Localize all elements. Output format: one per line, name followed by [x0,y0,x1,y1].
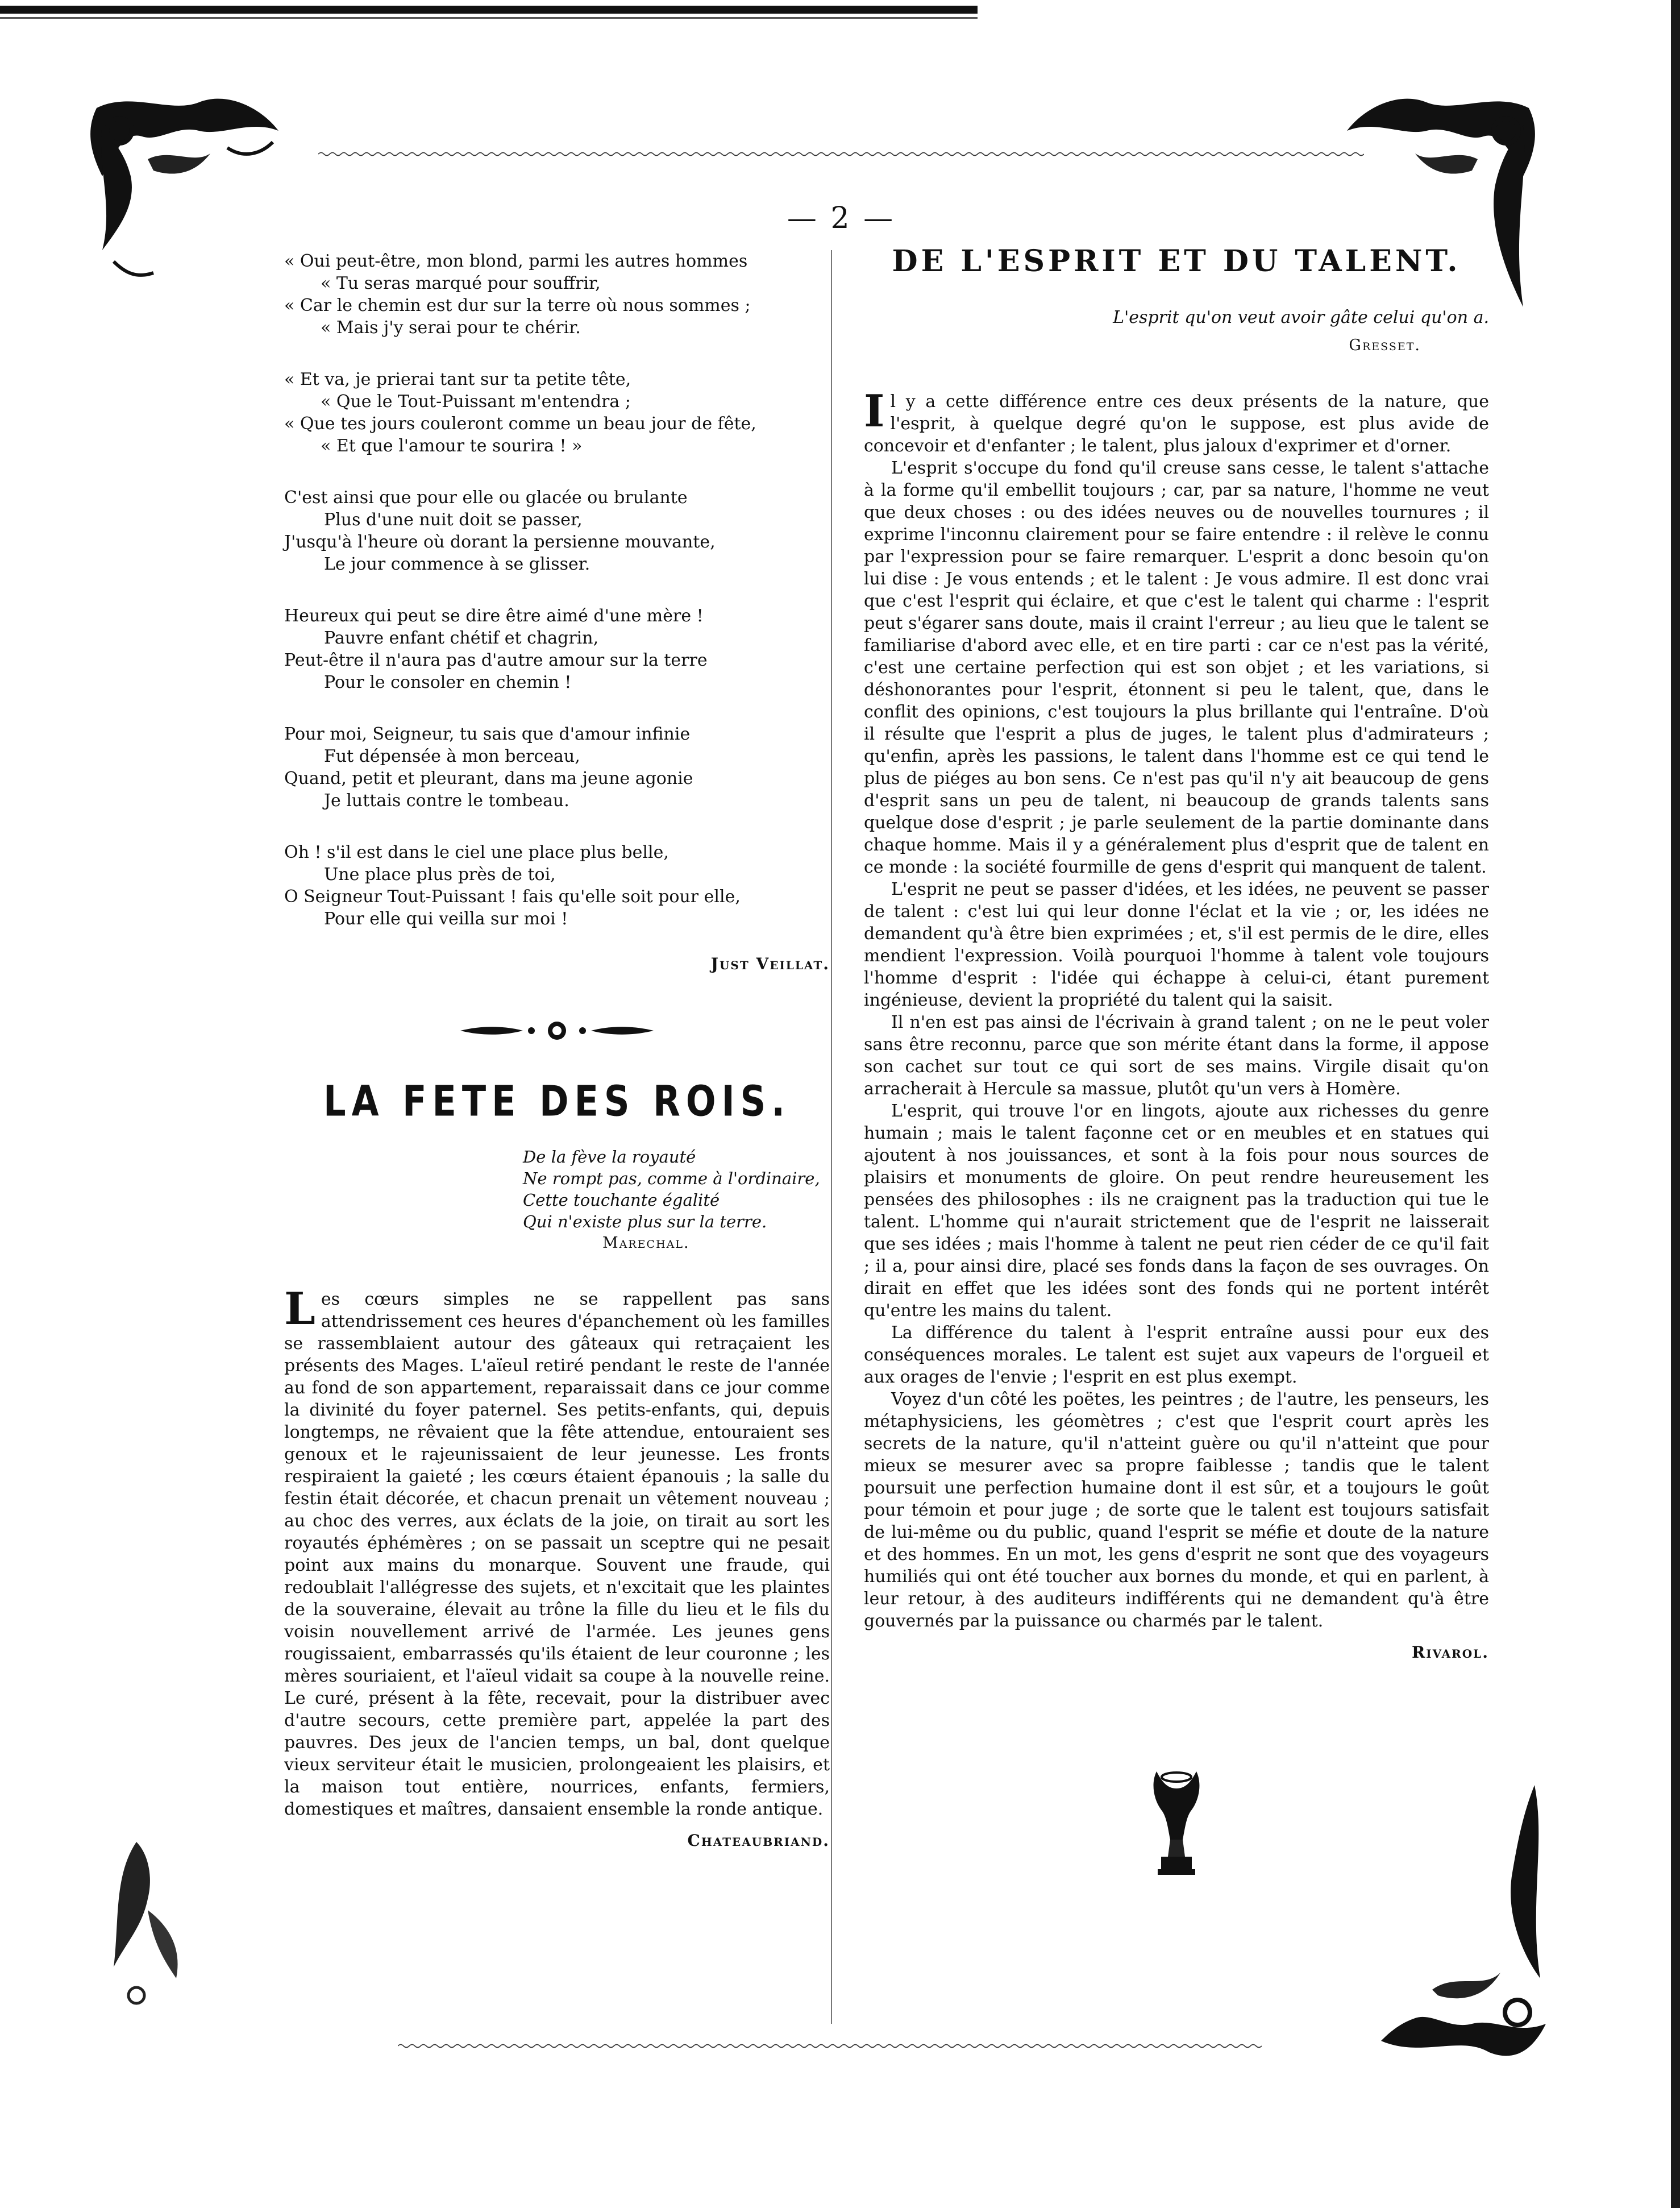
esprit-paragraph: La différence du talent à l'esprit entraîne aussi pour eux des conséquences morales. Le talent est sujet aux vapeurs de l'orgueil et aux orages de l'envie ; l'esprit en est plus exempt. [864,1323,1489,1387]
poem-line: O Seigneur Tout-Puissant ! fais qu'elle soit pour elle, [284,887,741,907]
poem-line: Pauvre enfant chétif et chagrin, [324,628,599,648]
left-column [284,250,830,1852]
article-title-fete: LA FETE DES ROIS. [323,1076,791,1126]
urn-vignette-icon [1145,1766,1208,1879]
fleuron-divider-icon [460,1019,654,1042]
dropcap: L [284,1283,315,1335]
poem-line: « Car le chemin est dur sur la terre où nous sommes ; [284,296,751,316]
esprit-epigraph: L'esprit qu'on veut avoir gâte celui qu'on a. [1113,308,1489,327]
esprit-paragraph: L'esprit s'occupe du fond qu'il creuse sans cesse, le talent s'attache à la forme qu'il embellit toujours ; car, par sa nature, l'homme ne veut que deux choses : ou des idées neuves ou de nouvelles tournures ; il exprime l'inconnu clairement pour se faire entendre : il relève le connu par l'expression pour se faire remarquer. L'esprit a donc besoin qu'on lui dise : Je vous entends ; et le talent : Je vous admire. Il est donc vrai que c'est l'esprit qui éclaire, et que c'est le talent qui charme : l'esprit peut s'égarer sans doute, mais il craint l'erreur ; au lieu que le talent se familiarise d'abord avec elle, et en tire parti : car ce n'est pas la vérité, c'est une certaine perfection qui est son objet ; et les variations, si déshonorantes pour l'esprit, étonnent si peu le talent, que, dans le conflit des opinions, c'est toujours la plus brillante qui l'entraîne. D'où il résulte que l'esprit a plus de juges, le talent plus d'admirateurs ; qu'enfin, après les passions, le talent dans l'homme est ce qui tend le plus de piéges au bon sens. Ce n'est pas qu'il n'y ait beaucoup de gens d'esprit sans un peu de talent, ni beaucoup de grands talents sans quelque dose d'esprit ; je parle seulement de la partie dominante dans chaque homme. Mais il y a généralement plus d'esprit que de talent en ce monde : la société fourmille de gens d'esprit qui manquent de talent. [864,458,1489,877]
poem-stanza-4 [284,605,830,694]
esprit-signature: Rivarol. [1412,1643,1489,1662]
fete-body [284,1283,830,1820]
fete-paragraph: es cœurs simples ne se rappellent pas sans attendrissement ces heures d'épanchement où les familles se rassemblaient autour des gâteaux qui retraçaient les présents des Mages. L'aïeul retiré pendant le reste de l'année au fond de son appartement, reparaissait dans ce jour comme la divinité du foyer paternel. Ses petits-enfants, qui, depuis longtemps, ne rêvaient que la fête attendue, entouraient ses genoux et le rajeunissaient de leur jeunesse. Les fronts respiraient la gaieté ; les cœurs étaient épanouis ; la salle du festin était décorée, et chacun prenait un vêtement nouveau ; au choc des verres, aux éclats de la joie, on tirait au sort les royautés éphémères ; on se passait un sceptre qui ne pesait point aux mains du monarque. Souvent une fraude, qui redoublait l'allégresse des sujets, et n'excitait que les plaintes de la souveraine, élevait au trône la fille du lieu et le fils du voisin nouvellement arrivé de l'armée. Les jeunes gens rougissaient, embarrassés qu'ils étaient de leur couronne ; les mères souriaient, et l'aïeul vidait sa coupe à la nouvelle reine. Le curé, présent à la fête, recevait, pour la distribuer avec d'autre secours, cette première part, appelée la part des pauvres. Des jeux de l'ancien temps, un bal, dont quelque vieux serviteur était le musicien, prolongeaient les plaisirs, et la maison tout entière, nourrices, enfants, fermiers, domestiques et maîtres, dansaient ensemble la ronde antique. [284,1289,830,1819]
poem-line: Pour le consoler en chemin ! [324,673,572,692]
column-divider [831,250,832,2024]
poem-line: « Mais j'y serai pour te chérir. [321,318,581,338]
corner-ornament-bottom-left-icon [102,1831,199,2024]
epigraph-author: Marechal. [602,1234,690,1252]
poem-stanza-2 [284,368,830,457]
epigraph-line: Cette touchante égalité [523,1190,720,1210]
poem-line: Peut-être il n'aura pas d'autre amour sur la terre [284,650,708,670]
poem-line: J'usqu'à l'heure où dorant la persienne mouvante, [284,532,716,552]
poem-line: Plus d'une nuit doit se passer, [324,510,583,530]
bottom-border-rule [398,2043,1262,2049]
poem-line: Une place plus près de toi, [324,865,556,885]
poem-line: Pour elle qui veilla sur moi ! [324,909,568,929]
fete-signature: Chateaubriand. [687,1831,830,1850]
epigraph-line: Qui n'existe plus sur la terre. [523,1212,767,1231]
poem-line: « Tu seras marqué pour souffrir, [321,273,601,293]
esprit-epigraph-author: Gresset. [1349,337,1421,354]
epigraph-line: Ne rompt pas, comme à l'ordinaire, [523,1169,820,1188]
poem [284,250,830,975]
esprit-paragraph: Il n'en est pas ainsi de l'écrivain à grand talent ; on ne le peut voler sans être reconnu, parce que son mérite étant dans la forme, il appose son cachet sur tout ce qui sort de ses mains. Virgile disait qu'on arracherait à Hercule sa massue, plutôt qu'un vers à Homère. [864,1012,1489,1099]
poem-line: Je luttais contre le tombeau. [324,791,569,811]
poem-line: « Que le Tout-Puissant m'entendra ; [321,392,631,412]
top-rule [0,6,978,14]
esprit-body [864,385,1489,1632]
top-rule-thin [0,17,978,19]
esprit-paragraph: l y a cette différence entre ces deux présents de la nature, que l'esprit, à quelque degré qu'on le suppose, est plus avide de concevoir et d'enfanter ; le talent, plus jaloux d'exprimer et d'orner. [864,392,1489,456]
poem-line: C'est ainsi que pour elle ou glacée ou brulante [284,488,688,508]
poem-line: Fut dépensée à mon berceau, [324,746,580,766]
esprit-paragraph: L'esprit ne peut se passer d'idées, et les idées, ne peuvent se passer de talent : c'est lui qui leur donne l'éclat et la vie ; or, les idées ne demandent qu'à être bien exprimées ; et, s'il est permis de le dire, elles mendient l'expression. Voilà pourquoi l'homme à talent vole toujours l'homme d'esprit : l'idée qui échappe à celui-ci, étant purement ingénieuse, devient la propriété du talent qui la saisit. [864,879,1489,1010]
poem-stanza-6 [284,841,830,930]
fete-epigraph [523,1146,830,1254]
poem-line: Pour moi, Seigneur, tu sais que d'amour infinie [284,724,691,744]
poem-line: « Oui peut-être, mon blond, parmi les autres hommes [284,251,748,271]
poem-line: « Que tes jours couleront comme un beau jour de fête, [284,414,756,434]
poem-line: Le jour commence à se glisser. [324,554,591,574]
esprit-paragraph: Voyez d'un côté les poëtes, les peintres ; de l'autre, les penseurs, les métaphysiciens, les géomètres ; c'est que l'esprit court après les secrets de la nature, qu'il n'atteint guère ou qu'il n'atteint que pour mieux se mesurer avec sa propre faiblesse ; tandis que le talent poursuit une perfection humaine dont il est sûr, et a toujours le goût pour témoin et pour juge ; de sorte que le talent est toujours satisfait de lui-même ou du public, quand l'esprit se méfie et doute de la nature et des hommes. En un mot, les gens d'esprit ne sont que des voyageurs humiliés qui ont été toucher aux bornes du monde, et qui en parlent, à leur retour, à des auditeurs indifférents qui ne demandent qu'à être gouvernés par la puissance ou charmés par le talent. [864,1389,1489,1631]
poem-line: Quand, petit et pleurant, dans ma jeune agonie [284,769,693,788]
article-title-esprit: DE L'ESPRIT ET DU TALENT. [892,244,1461,279]
poem-line: Oh ! s'il est dans le ciel une place plus belle, [284,842,669,862]
corner-ornament-top-left-icon [80,91,296,296]
poem-stanza-1 [284,250,830,339]
dropcap: I [864,385,885,437]
poem-line: « Et va, je prierai tant sur ta petite tête, [284,370,631,389]
poem-line: Heureux qui peut se dire être aimé d'une mère ! [284,606,704,626]
page-edge-shadow [1671,0,1680,2208]
top-border-rule [318,151,1364,157]
epigraph-line: De la fève la royauté [523,1147,696,1167]
poem-line: « Et que l'amour te sourira ! » [321,436,583,456]
page-number: — 2 — [787,201,896,235]
right-column [864,244,1489,1879]
poem-stanza-5 [284,723,830,812]
poem-stanza-3 [284,487,830,575]
esprit-paragraph: L'esprit, qui trouve l'or en lingots, ajoute aux richesses du genre humain ; mais le talent façonne cet or en meubles et en statues qui ajoutent à nos jouissances, et sont à la fois pour nous sources de plaisirs et monuments de gloire. On peut rendre heureusement les pensées des philosophes : ils ne craignent pas la traduction qui tue le talent. L'homme qui n'aurait strictement que de l'esprit ne laisserait que ses idées ; mais l'homme à talent ne peut rien céder de ce qu'il fait ; il a, pour ainsi dire, placé ses fonds dans la façon de ses ouvrages. On dirait en effet que les idées sont des fonds qui ne portent intérêt qu'entre les mains du talent. [864,1101,1489,1321]
poem-signature: Just Veillat. [710,954,830,973]
